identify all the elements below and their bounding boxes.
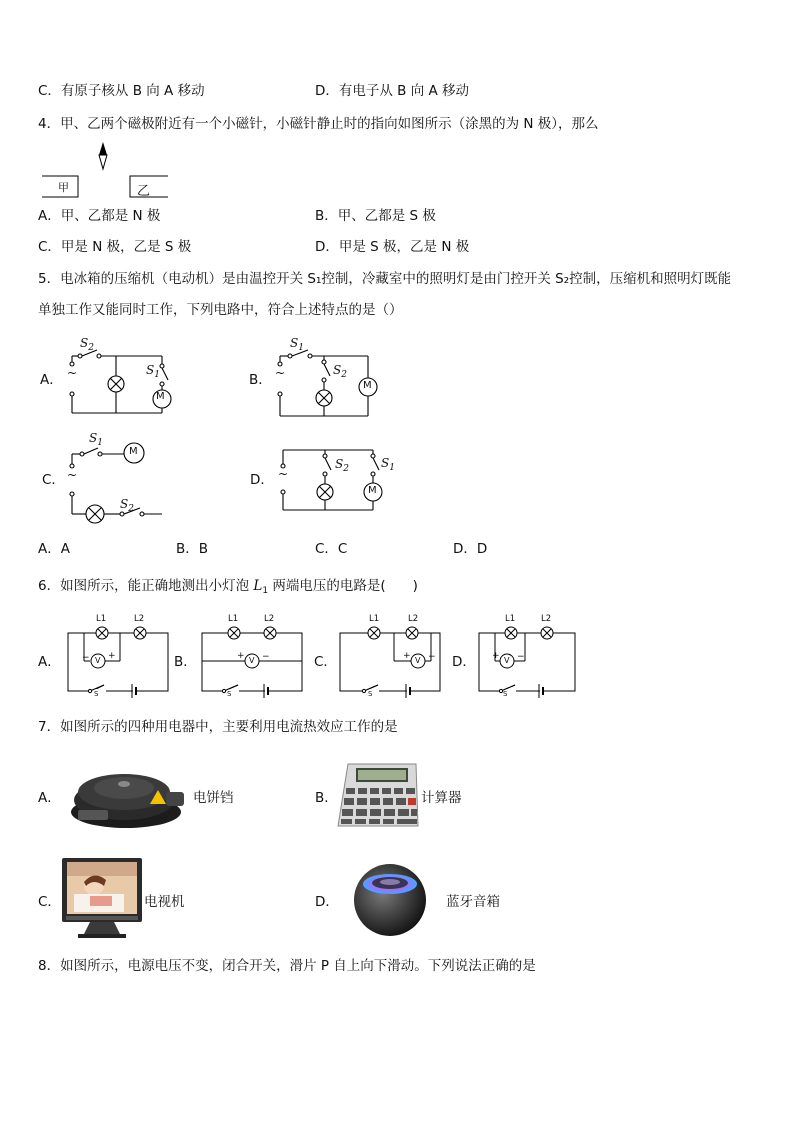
q4-magnet-figure bbox=[36, 140, 176, 200]
q6c-minus: − bbox=[428, 652, 436, 662]
q5d-s2-label bbox=[335, 457, 349, 474]
q6b-plus: + bbox=[237, 651, 245, 661]
q6a-l1: L1 bbox=[96, 614, 107, 624]
q6c-switch-label: S bbox=[368, 690, 373, 698]
q6-stem-sub: 1 bbox=[262, 586, 269, 596]
q5-answer-a: A．A bbox=[38, 541, 70, 557]
q6b-minus: − bbox=[262, 652, 270, 662]
s1-sub: 1 bbox=[154, 370, 160, 380]
television-icon bbox=[60, 856, 144, 940]
q5c-s1-label bbox=[89, 431, 103, 448]
s1-text: S bbox=[89, 431, 98, 445]
q7-option-c-label: C． bbox=[38, 894, 61, 910]
q6a-l2: L2 bbox=[134, 614, 145, 624]
q5c-motor-label: M bbox=[129, 446, 138, 457]
s1-sub: 1 bbox=[389, 463, 395, 473]
bluetooth-speaker-icon bbox=[350, 858, 430, 938]
q5-circuit-d bbox=[275, 440, 395, 520]
s1-text: S bbox=[381, 456, 390, 470]
q7-stem: 7．如图所示的四种用电器中，主要利用电流热效应工作的是 bbox=[38, 719, 398, 735]
ac-source-icon: ~ bbox=[67, 366, 78, 380]
q5b-motor-label: M bbox=[363, 380, 372, 391]
q5-stem-line1: 5．电冰箱的压缩机（电动机）是由温控开关 S₁控制，冷藏室中的照明灯是由门控开关 S₂控制，压缩机和照明灯既能 bbox=[38, 271, 732, 287]
ac-source-icon: ~ bbox=[275, 366, 286, 380]
q7-option-d-name: 蓝牙音箱 bbox=[446, 894, 500, 910]
q6a-plus: + bbox=[108, 651, 116, 661]
s2-text: S bbox=[80, 336, 89, 350]
ac-source-icon: ~ bbox=[67, 468, 78, 482]
q5b-s1-label bbox=[290, 336, 304, 353]
q6-circuit-a bbox=[64, 615, 174, 700]
s2-text: S bbox=[333, 363, 342, 377]
q4-option-d: D．甲是 S 极，乙是 N 极 bbox=[315, 239, 470, 255]
q5-answer-d: D．D bbox=[453, 541, 488, 557]
s2-sub: 2 bbox=[341, 370, 347, 380]
magnet-right-label: 乙 bbox=[137, 184, 151, 199]
q4-stem: 4．甲、乙两个磁极附近有一个小磁针，小磁针静止时的指向如图所示（涂黑的为 N 极），那么 bbox=[38, 116, 599, 132]
voltmeter-icon: V bbox=[504, 656, 510, 665]
calculator-icon bbox=[336, 760, 420, 830]
compass-needle-icon bbox=[99, 142, 107, 169]
q6a-minus: − bbox=[82, 653, 90, 663]
s2-text: S bbox=[120, 497, 129, 511]
q7-option-a-label: A． bbox=[38, 790, 61, 806]
s2-sub: 2 bbox=[343, 464, 349, 474]
q5-label-a: A． bbox=[40, 372, 63, 388]
q6-label-b: B． bbox=[174, 654, 197, 670]
q5-label-d: D． bbox=[250, 472, 274, 488]
q6d-plus: + bbox=[492, 651, 500, 661]
q4-option-a: A．甲、乙都是 N 极 bbox=[38, 208, 161, 224]
q3-option-d: D．有电子从 B 向 A 移动 bbox=[315, 83, 470, 99]
q7-option-d-label: D． bbox=[315, 894, 339, 910]
q6-label-a: A． bbox=[38, 654, 61, 670]
q6b-l2: L2 bbox=[264, 614, 275, 624]
s1-sub: 1 bbox=[97, 438, 103, 448]
q5a-s1-label bbox=[146, 363, 160, 380]
q6d-l2: L2 bbox=[541, 614, 552, 624]
q8-stem: 8．如图所示，电源电压不变，闭合开关，滑片 P 自上向下滑动。下列说法正确的是 bbox=[38, 958, 536, 974]
voltmeter-icon: V bbox=[249, 656, 255, 665]
q6d-minus: − bbox=[517, 652, 525, 662]
q7-option-c-name: 电视机 bbox=[144, 894, 185, 910]
q7-option-a-name: 电饼铛 bbox=[193, 790, 234, 806]
q6-stem-pre: 6．如图所示，能正确地测出小灯泡 bbox=[38, 578, 254, 594]
q6b-l1: L1 bbox=[228, 614, 239, 624]
q5c-s2-label bbox=[120, 497, 134, 514]
s2-sub: 2 bbox=[128, 504, 134, 514]
voltmeter-icon: V bbox=[415, 656, 421, 665]
voltmeter-icon: V bbox=[95, 656, 101, 665]
q6-stem-post: 两端电压的电路是( ) bbox=[268, 578, 418, 594]
q6-label-d: D． bbox=[452, 654, 476, 670]
q6a-switch-label: S bbox=[94, 690, 99, 698]
q6d-switch-label: S bbox=[503, 690, 508, 698]
q6c-l1: L1 bbox=[369, 614, 380, 624]
q4-option-c: C．甲是 N 极，乙是 S 极 bbox=[38, 239, 192, 255]
q6-stem bbox=[38, 577, 418, 600]
q6c-plus: + bbox=[403, 651, 411, 661]
q6-stem-var: L bbox=[253, 578, 263, 594]
q5a-motor-label: M bbox=[156, 391, 165, 402]
electric-griddle-icon bbox=[68, 762, 188, 832]
q5-answer-c: C．C bbox=[315, 541, 348, 557]
q5d-motor-label: M bbox=[368, 485, 377, 496]
s2-text: S bbox=[335, 457, 344, 471]
q6c-l2: L2 bbox=[408, 614, 419, 624]
s2-sub: 2 bbox=[88, 343, 94, 353]
q5d-s1-label bbox=[381, 456, 395, 473]
q4-option-b: B．甲、乙都是 S 极 bbox=[315, 208, 436, 224]
s1-text: S bbox=[146, 363, 155, 377]
q5-stem-line2: 单独工作又能同时工作，下列电路中，符合上述特点的是（） bbox=[38, 302, 403, 318]
ac-source-icon: ~ bbox=[278, 467, 289, 481]
q6b-switch-label: S bbox=[227, 690, 232, 698]
q6d-l1: L1 bbox=[505, 614, 516, 624]
q6-label-c: C． bbox=[314, 654, 337, 670]
q5b-s2-label bbox=[333, 363, 347, 380]
q3-option-c: C．有原子核从 B 向 A 移动 bbox=[38, 83, 205, 99]
q5-label-b: B． bbox=[249, 372, 272, 388]
q7-option-b-name: 计算器 bbox=[421, 790, 462, 806]
q5a-s2-label bbox=[80, 336, 94, 353]
magnet-left-label: 甲 bbox=[58, 181, 69, 194]
s1-text: S bbox=[290, 336, 299, 350]
s1-sub: 1 bbox=[298, 343, 304, 353]
q5-answer-b: B．B bbox=[176, 541, 209, 557]
q5-label-c: C． bbox=[42, 472, 65, 488]
q7-option-b-label: B． bbox=[315, 790, 338, 806]
